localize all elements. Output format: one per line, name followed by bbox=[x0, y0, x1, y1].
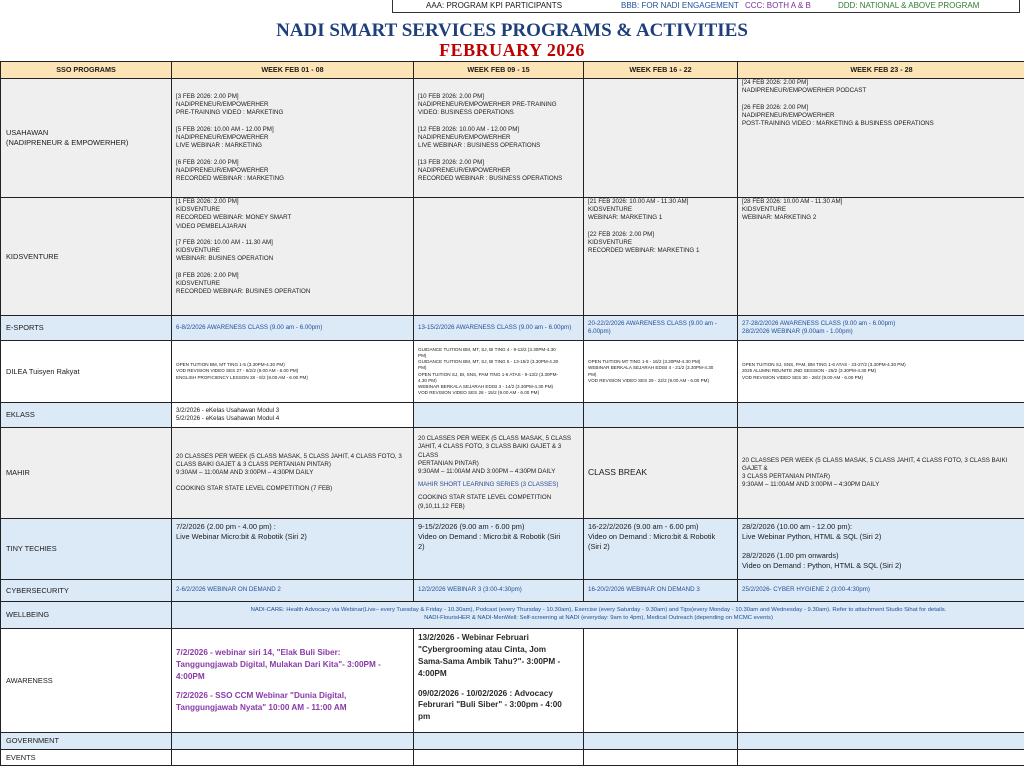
legend-ccc: CCC: BOTH A & B bbox=[745, 1, 811, 10]
cell-esports-w4: 27-28/2/2026 AWARENESS CLASS (9.00 am - 6.00pm) 28/2/2026 WEBINAR (9.00am - 1.00pm) bbox=[738, 316, 1024, 341]
cell-eklass-w3 bbox=[584, 403, 738, 428]
cell-kidsventure-w4: [28 FEB 2026: 10.00 AM - 11.30 AM] KIDSVENTURE WEBINAR: MARKETING 2 bbox=[738, 198, 1024, 316]
program-label-mahir: MAHIR bbox=[1, 428, 172, 519]
row-mahir bbox=[1, 428, 1024, 519]
program-label-kidsventure: KIDSVENTURE bbox=[1, 198, 172, 316]
cell-government-w1 bbox=[172, 733, 414, 750]
cell-cybersecurity-w2: 12/2/2026 WEBINAR 3 (3:00-4:30pm) bbox=[414, 580, 584, 602]
cell-mahir-w4: 20 CLASSES PER WEEK (5 CLASS MASAK, 5 CLASS JAHIT, 4 CLASS FOTO, 3 CLASS BAIKI GAJET & 3 CLASS PERTANIAN PINTAR) 9:30AM – 11:00AM AND 3:00PM – 4:30PM DAILY bbox=[738, 428, 1024, 519]
cell-government-w4 bbox=[738, 733, 1024, 750]
cell-mahir-w3-class-break: CLASS BREAK bbox=[584, 428, 738, 519]
row-dilea bbox=[1, 341, 1024, 403]
cell-tinytechies-w3: 16-22/2/2026 (9.00 am - 6.00 pm) Video on Demand : Micro:bit & Robotik (Siri 2) bbox=[584, 519, 738, 580]
cell-tinytechies-w4: 28/2/2026 (10.00 am - 12.00 pm): Live Webinar Python, HTML & SQL (Siri 2) 28/2/2026 (1.00 pm onwards) Video on Demand : Python, HTML & SQL (Siri 2) bbox=[738, 519, 1024, 580]
row-usahawan bbox=[1, 79, 1024, 198]
cell-events-w2 bbox=[414, 750, 584, 766]
cell-usahawan-w4: [24 FEB 2026: 2.00 PM] NADIPRENEUR/EMPOWERHER PODCAST [26 FEB 2026: 2.00 PM] NADIPRENEUR/EMPOWERHER POST-TRAINING VIDEO : MARKETING & BUSINESS OPERATIONS bbox=[738, 79, 1024, 198]
cell-awareness-w2 bbox=[414, 629, 584, 733]
mahir-w2-competition: COOKING STAR STATE LEVEL COMPETITION (9,10,11,12 FEB) bbox=[418, 494, 552, 510]
page-subtitle-month: FEBRUARY 2026 bbox=[439, 40, 585, 60]
cell-eklass-w2 bbox=[414, 403, 584, 428]
awareness-w1-ccm-webinar: 7/2/2026 - SSO CCM Webinar "Dunia Digital, Tanggungjawab Nyata" 10:00 AM - 11:00 AM bbox=[176, 691, 347, 713]
cell-esports-w1: 6-8/2/2026 AWARENESS CLASS (9.00 am - 6.00pm) bbox=[172, 316, 414, 341]
awareness-w1-webinar-siri14: 7/2/2026 - webinar siri 14, "Elak Buli Siber: Tanggungjawab Digital, Mulakan Dari Kita"- 3:00PM - 4:00PM bbox=[176, 647, 381, 681]
row-events bbox=[1, 750, 1024, 766]
cell-eklass-w4 bbox=[738, 403, 1024, 428]
cell-wellbeing-all-weeks: NADI-CARE: Health Advocacy via Webinar(Live– every Tuesday & Friday - 10.30am), Podcast (every Thursday - 10.30am), Exercise (every Saturday - 9.30am) and Tips(every Monday - 10.30am and Wednesday - 9.30am). Refer to attachment Studio Sihat for details. NADI-FlourisHER & NADI-MenWell: Self-screening at NADI (everyday: 9am to 4pm), Medical Outreach (depending on MCMC events) bbox=[172, 602, 1024, 629]
header-week1: WEEK FEB 01 - 08 bbox=[172, 62, 414, 79]
cell-eklass-w1: 3/2/2026 - eKelas Usahawan Modul 3 5/2/2026 - eKelas Usahawan Modul 4 bbox=[172, 403, 414, 428]
cell-awareness-w1 bbox=[172, 629, 414, 733]
cell-kidsventure-w3: [21 FEB 2026: 10.00 AM - 11.30 AM] KIDSVENTURE WEBINAR: MARKETING 1 [22 FEB 2026: 2.00 PM] KIDSVENTURE RECORDED WEBINAR: MARKETING 1 bbox=[584, 198, 738, 316]
cell-events-w4 bbox=[738, 750, 1024, 766]
legend-ddd: DDD: NATIONAL & ABOVE PROGRAM bbox=[838, 1, 980, 10]
program-label-usahawan: USAHAWAN (NADIPRENEUR & EMPOWERHER) bbox=[1, 79, 172, 198]
row-wellbeing bbox=[1, 602, 1024, 629]
cell-awareness-w4 bbox=[738, 629, 1024, 733]
row-government bbox=[1, 733, 1024, 750]
header-programs: SSO PROGRAMS bbox=[1, 62, 172, 79]
program-label-eklass: EKLASS bbox=[1, 403, 172, 428]
cell-usahawan-w2: [10 FEB 2026: 2.00 PM] NADIPRENEUR/EMPOWERHER PRE-TRAINING VIDEO: BUSINESS OPERATIONS [12 FEB 2026: 10.00 AM - 12.00 PM] NADIPRENEUR/EMPOWERHER LIVE WEBINAR : BUSINESS OPERATIONS [13 FEB 2026: 2.00 PM] NADIPRENEUR/EMPOWERHER RECORDED WEBINAR : BUSINESS OPERATIONS bbox=[414, 79, 584, 198]
program-label-tinytechies: TINY TECHIES bbox=[1, 519, 172, 580]
row-eklass bbox=[1, 403, 1024, 428]
cell-cybersecurity-w4: 25/2/2026- CYBER HYGIENE 2 (3:00-4:30pm) bbox=[738, 580, 1024, 602]
mahir-w2-short-series: MAHIR SHORT LEARNING SERIES (3 CLASSES) bbox=[418, 481, 559, 489]
cell-awareness-w3 bbox=[584, 629, 738, 733]
cell-government-w3 bbox=[584, 733, 738, 750]
awareness-w2-advocacy: 09/02/2026 - 10/02/2026 : Advocacy Februrari "Buli Siber" - 3:00pm - 4:00 pm bbox=[418, 688, 562, 722]
schedule-table bbox=[0, 61, 1024, 766]
cell-dilea-w1: OPEN TUITION BM, MT TING 1-5 (3.30PM-4.30 PM) VOD REVISION VIDEO SES 27 - 6/2/2 (9.00 AM - 6.00 PM) ENGLISH PROFICIENCY LESSON 28 - 8/2 (9.00 AM - 6.00 PM) bbox=[172, 341, 414, 403]
cell-events-w3 bbox=[584, 750, 738, 766]
cell-kidsventure-w1: [1 FEB 2026: 2.00 PM] KIDSVENTURE RECORDED WEBINAR: MONEY SMART VIDEO PEMBELAJARAN [7 FEB 2026: 10.00 AM - 11.30 AM] KIDSVENTURE WEBINAR: BUSINES OPERATION [8 FEB 2026: 2.00 PM] KIDSVENTURE RECORDED WEBINAR: BUSINES OPERATION bbox=[172, 198, 414, 316]
cell-tinytechies-w2: 9-15/2/2026 (9.00 am - 6.00 pm) Video on Demand : Micro:bit & Robotik (Siri 2) bbox=[414, 519, 584, 580]
cell-events-w1 bbox=[172, 750, 414, 766]
cell-mahir-w1: 20 CLASSES PER WEEK (5 CLASS MASAK, 5 CLASS JAHIT, 4 CLASS FOTO, 3 CLASS BAIKI GAJET & 3 CLASS PERTANIAN PINTAR) 9:30AM – 11:00AM AND 3:00PM – 4:30PM DAILY COOKING STAR STATE LEVEL COMPETITION (7 FEB) bbox=[172, 428, 414, 519]
cell-usahawan-w3 bbox=[584, 79, 738, 198]
cell-kidsventure-w2 bbox=[414, 198, 584, 316]
cell-tinytechies-w1: 7/2/2026 (2.00 pm - 4.00 pm) : Live Webinar Micro:bit & Robotik (Siri 2) bbox=[172, 519, 414, 580]
cell-cybersecurity-w1: 2-6/2/2026 WEBINAR ON DEMAND 2 bbox=[172, 580, 414, 602]
program-label-events: EVENTS bbox=[1, 750, 172, 766]
cell-dilea-w2: GUIDANCE TUITION BM, MT, SJ, BI TING 4 - 9-13/2 (3.30PM-4.30 PM) GUIDANCE TUITION BM, MT, SJ, BI TING 5 - 13-15/2 (3.30PM-4.30 PM) OPEN TUITION SJ, BI, SNS, PAM TING 1-6 ATAS - 9-13/2 (3.30PM- 4.30 PM) WEBINAR BERKALA SEJARAH EDISI 3 - 14/2 (3.30PM-4.30 PM) VOD REVISION VIDEO SES 28 - 15/2 (9.00 AM - 6.00 PM) bbox=[414, 341, 584, 403]
legend-bbb: BBB: FOR NADI ENGAGEMENT bbox=[621, 1, 739, 10]
cell-government-w2 bbox=[414, 733, 584, 750]
cell-usahawan-w1: [3 FEB 2026: 2.00 PM] NADIPRENEUR/EMPOWERHER PRE-TRAINING VIDEO : MARKETING [5 FEB 2026: 10.00 AM - 12.00 PM] NADIPRENEUR/EMPOWERHER LIVE WEBINAR : MARKETING [6 FEB 2026: 2.00 PM] NADIPRENEUR/EMPOWERHER RECORDED WEBINAR : MARKETING bbox=[172, 79, 414, 198]
header-week3: WEEK FEB 16 - 22 bbox=[584, 62, 738, 79]
row-esports bbox=[1, 316, 1024, 341]
program-label-awareness: AWARENESS bbox=[1, 629, 172, 733]
row-tinytechies bbox=[1, 519, 1024, 580]
page-title: NADI SMART SERVICES PROGRAMS & ACTIVITIES bbox=[276, 20, 748, 41]
legend-aaa: AAA: PROGRAM KPI PARTICIPANTS bbox=[426, 1, 563, 10]
program-label-esports: E-SPORTS bbox=[1, 316, 172, 341]
header-week2: WEEK FEB 09 - 15 bbox=[414, 62, 584, 79]
legend-bar bbox=[392, 0, 1020, 13]
program-label-government: GOVERNMENT bbox=[1, 733, 172, 750]
cell-cybersecurity-w3: 16-20/2/2026 WEBINAR ON DEMAND 3 bbox=[584, 580, 738, 602]
program-label-wellbeing: WELLBEING bbox=[1, 602, 172, 629]
program-label-dilea: DILEA Tuisyen Rakyat bbox=[1, 341, 172, 403]
row-cybersecurity bbox=[1, 580, 1024, 602]
header-row bbox=[1, 62, 1024, 79]
cell-dilea-w4: OPEN TUITION SJ, SNS, PAM, BM TING 1-6 ATAS - 23-27/2 (3.30PM-4.30 PM) 2025 ALUMNI REUNITE 2ND SESSION - 25/2 (3.30PM-4.30 PM) VOD REVISION VIDEO SES 30 - 28/2 (9.00 AM - 6.00 PM) bbox=[738, 341, 1024, 403]
row-kidsventure bbox=[1, 198, 1024, 316]
awareness-w2-webinar-februari: 13/2/2026 - Webinar Februari "Cybergrooming atau Cinta, Jom Sama-Sama Ambik Tahu?"- 3:00PM - 4:00PM bbox=[418, 633, 561, 678]
program-label-cybersecurity: CYBERSECURITY bbox=[1, 580, 172, 602]
cell-esports-w2: 13-15/2/2026 AWARENESS CLASS (9.00 am - 6.00pm) bbox=[414, 316, 584, 341]
cell-mahir-w2 bbox=[414, 428, 584, 519]
header-week4: WEEK FEB 23 - 28 bbox=[738, 62, 1024, 79]
cell-dilea-w3: OPEN TUITION MT TING 1-5 - 16/2 (3.30PM-4.30 PM) WEBINAR BERKALA SEJARAH EDISI 4 - 21/2 (3.30PM-4.30 PM) VOD REVISION VIDEO SES 29 - 22/2 (9.00 AM - 6.00 PM) bbox=[584, 341, 738, 403]
mahir-w2-classes: 20 CLASSES PER WEEK (5 CLASS MASAK, 5 CLASS JAHIT, 4 CLASS FOTO, 3 CLASS BAIKI GAJET & 3 CLASS PERTANIAN PINTAR) 9:30AM – 11:00AM AND 3:00PM – 4:30PM DAILY bbox=[418, 435, 572, 475]
row-awareness bbox=[1, 629, 1024, 733]
cell-esports-w3: 20-22/2/2026 AWARENESS CLASS (9.00 am - 6.00pm) bbox=[584, 316, 738, 341]
